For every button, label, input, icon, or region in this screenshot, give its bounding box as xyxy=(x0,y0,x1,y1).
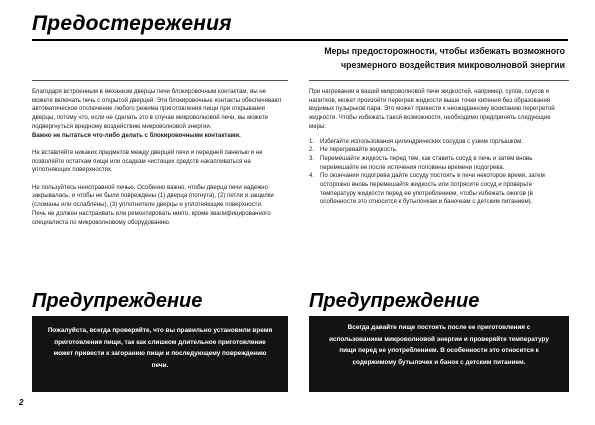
subtitle-line-1: Меры предосторожности, чтобы избежать возможного xyxy=(324,46,565,56)
right-column xyxy=(309,88,569,207)
list-item: 4. По окончании подогрева дайте сосуду постоять в печи некоторое время, затем осторожно вновь перемешайте жидкость или потрясите сосуд и проверьте температуру жидкости перед ее употреблением, чтобы избежать ожогов (в особенности это относится к бутылочкам и баночкам с детским питанием). xyxy=(309,172,545,206)
warning-title-right: Предупреждение xyxy=(309,290,480,312)
left-paragraph-2: Не вставляйте никаких предметов между дверцей печи и передней панелью и не позволяйте остаткам пищи или осадкам чистящих средств накапливаться на уплотняющих поверхностях. xyxy=(32,148,263,174)
title-rule xyxy=(32,39,568,41)
right-intro: При нагревании в вашей микроволновой печи жидкостей, например, супов, соусов и напитков, может произойти перегрев жидкости выше точки кипения без образования видимых пузырьков пара. Это может привести к неожиданному вскипанию перегретой жидкости. Чтобы избежать такой возможности, необходимо предпринять следующие меры: xyxy=(309,88,555,130)
page-number: 2 xyxy=(19,398,24,407)
left-paragraph-1: Благодаря встроенным в механизм дверцы печи блокировочным контактам, вы не можете включать печь с открытой дверцей. Эти блокировочные контакты обеспечивают автоматическое отключение любого режима приготовления пищи при открывании дверцы, потому что, если не сделать это в случае микроволновой печи, вы можете подвергнуться вредному воздействию микроволновой энергии. xyxy=(32,88,282,130)
left-paragraph-3: Не пользуйтесь неисправной печью. Особенно важно, чтобы дверца печи надежно закрывалась, и чтобы не были повреждены (1) дверца (погнута), (2) петли и защелки (сломаны или ослаблены), (3) уплотнители дверцы и уплотняющие поверхности. xyxy=(32,183,274,209)
warning-box-right: Всегда давайте пище постоять после ее приготовления с использованием микроволновой энергии и проверяйте температуру пищи перед ее употреблением. В особенности это относится к содержимому бутылочек и банок с детским питанием. xyxy=(309,316,569,392)
subtitle-line-2: чрезмерного воздействия микроволновой энергии xyxy=(341,60,565,70)
warning-title-left: Предупреждение xyxy=(32,290,203,312)
list-item: 3. Перемешайте жидкость перед тем, как ставить сосуд в печь и затем вновь перемешайте ее после истечения половины времени подогрева. xyxy=(309,154,533,171)
left-paragraph-4: Печь не должен настраивать или ремонтировать никто, кроме квалифицированного специалиста по микроволновому оборудованию. xyxy=(32,209,271,226)
left-paragraph-1-bold: Важно не пытаться что-либо делать с блокировочными контактами. xyxy=(32,131,241,139)
left-column-rule xyxy=(32,80,288,81)
page-title: Предостережения xyxy=(32,12,232,35)
warning-box-left: Пожалуйста, всегда проверяйте, что вы правильно установили время приготовления пищи, так как слишком длительное приготовление может привести к загоранию пищи и последующему повреждению печи. xyxy=(32,316,288,392)
right-column-rule xyxy=(309,80,569,81)
section-subtitle xyxy=(265,44,565,72)
list-item: 1. Избегайте использования цилиндрических сосудов с узким горлышком. xyxy=(309,137,524,145)
precautions-list xyxy=(309,138,569,208)
left-column xyxy=(32,88,288,236)
list-item: 2. Не перегревайте жидкость. xyxy=(309,146,398,154)
